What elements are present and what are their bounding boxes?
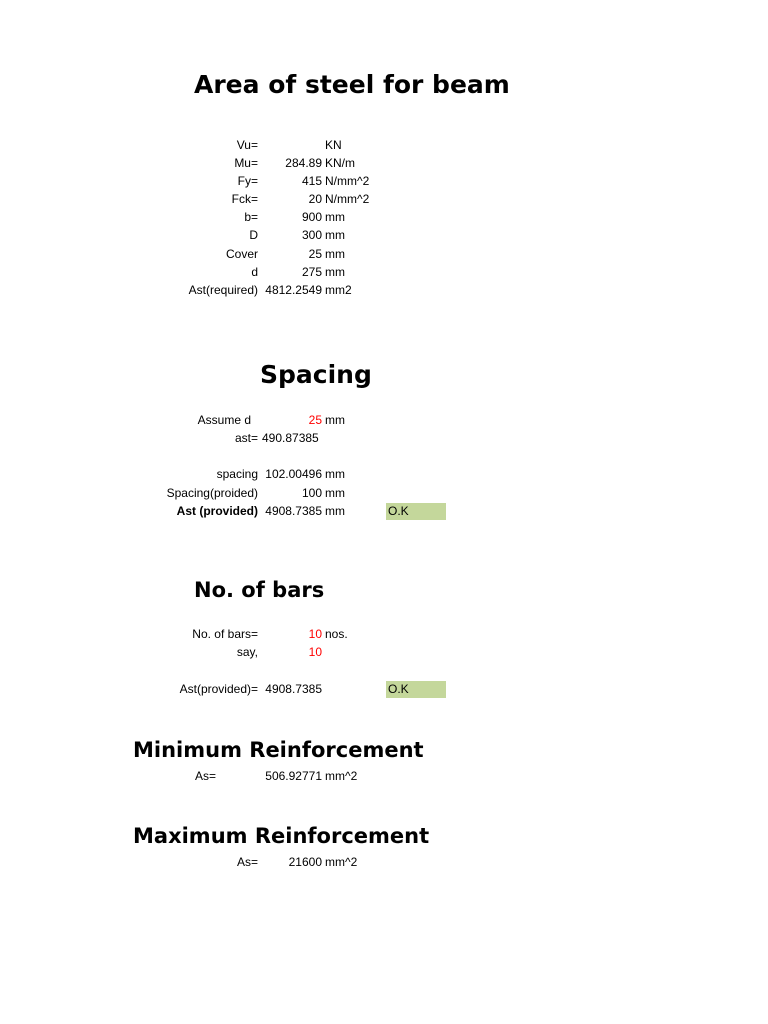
row-unit-cover: mm bbox=[325, 247, 345, 261]
row-label-b: b= bbox=[244, 210, 258, 224]
spacing-provided-value: 100 bbox=[301, 486, 322, 500]
spacing-status-badge: O.K bbox=[386, 503, 446, 520]
bars-say-value: 10 bbox=[308, 645, 322, 659]
row-label-depth: D bbox=[249, 228, 258, 242]
ast-label: ast= bbox=[234, 431, 258, 445]
area-title: Area of steel for beam bbox=[194, 70, 510, 99]
max-as-label: As= bbox=[236, 855, 258, 869]
bars-count-label: No. of bars= bbox=[192, 627, 258, 641]
row-unit-fck: N/mm^2 bbox=[325, 192, 370, 206]
row-unit-b: mm bbox=[325, 210, 345, 224]
spacing-title: Spacing bbox=[260, 360, 372, 389]
bars-count-unit: nos. bbox=[325, 627, 348, 641]
ast-provided-label: Ast (provided) bbox=[176, 504, 258, 518]
bars-count-value: 10 bbox=[308, 627, 322, 641]
row-label-vu: Vu= bbox=[236, 138, 258, 152]
row-value-ast-required: 4812.2549 bbox=[265, 283, 322, 297]
ast-value: 490.87385 bbox=[262, 431, 319, 445]
row-unit-fy: N/mm^2 bbox=[325, 174, 370, 188]
bars-ast-value: 4908.7385 bbox=[265, 682, 322, 696]
bars-say-label: say, bbox=[236, 645, 258, 659]
row-unit-effective-depth: mm bbox=[325, 265, 345, 279]
max-reinforcement-title: Maximum Reinforcement bbox=[133, 824, 430, 848]
row-label-fck: Fck= bbox=[231, 192, 258, 206]
row-label-mu: Mu= bbox=[234, 156, 258, 170]
row-label-cover: Cover bbox=[225, 247, 258, 261]
row-label-ast-required: Ast(required) bbox=[188, 283, 258, 297]
spacing-provided-label: Spacing(proided) bbox=[166, 486, 258, 500]
row-value-mu: 284.89 bbox=[285, 156, 322, 170]
bars-ast-label: Ast(provided)= bbox=[179, 682, 258, 696]
assume-d-unit: mm bbox=[325, 413, 345, 427]
row-value-fy: 415 bbox=[301, 174, 322, 188]
row-value-cover: 25 bbox=[308, 247, 322, 261]
row-unit-ast-required: mm2 bbox=[325, 283, 352, 297]
row-value-depth: 300 bbox=[301, 228, 322, 242]
max-as-unit: mm^2 bbox=[325, 855, 358, 869]
min-as-value: 506.92771 bbox=[265, 769, 322, 783]
row-unit-vu: KN bbox=[325, 138, 342, 152]
row-value-b: 900 bbox=[301, 210, 322, 224]
row-unit-mu: KN/m bbox=[325, 156, 355, 170]
row-unit-depth: mm bbox=[325, 228, 345, 242]
row-value-effective-depth: 275 bbox=[301, 265, 322, 279]
min-as-unit: mm^2 bbox=[325, 769, 358, 783]
row-label-fy: Fy= bbox=[237, 174, 258, 188]
spacing-value: 102.00496 bbox=[265, 467, 322, 481]
min-reinforcement-title: Minimum Reinforcement bbox=[133, 738, 424, 762]
bars-title: No. of bars bbox=[194, 578, 325, 602]
ast-provided-value: 4908.7385 bbox=[265, 504, 322, 518]
row-value-fck: 20 bbox=[308, 192, 322, 206]
spacing-label: spacing bbox=[216, 467, 258, 481]
row-label-effective-depth: d bbox=[251, 265, 258, 279]
row-value-vu bbox=[252, 136, 322, 154]
max-as-value: 21600 bbox=[288, 855, 322, 869]
spacing-provided-unit: mm bbox=[325, 486, 345, 500]
ast-provided-unit: mm bbox=[325, 504, 345, 518]
min-as-label: As= bbox=[195, 769, 217, 783]
bars-status-badge: O.K bbox=[386, 681, 446, 698]
assume-d-label: Assume d bbox=[197, 413, 251, 427]
spacing-unit: mm bbox=[325, 467, 345, 481]
assume-d-value: 25 bbox=[308, 413, 322, 427]
